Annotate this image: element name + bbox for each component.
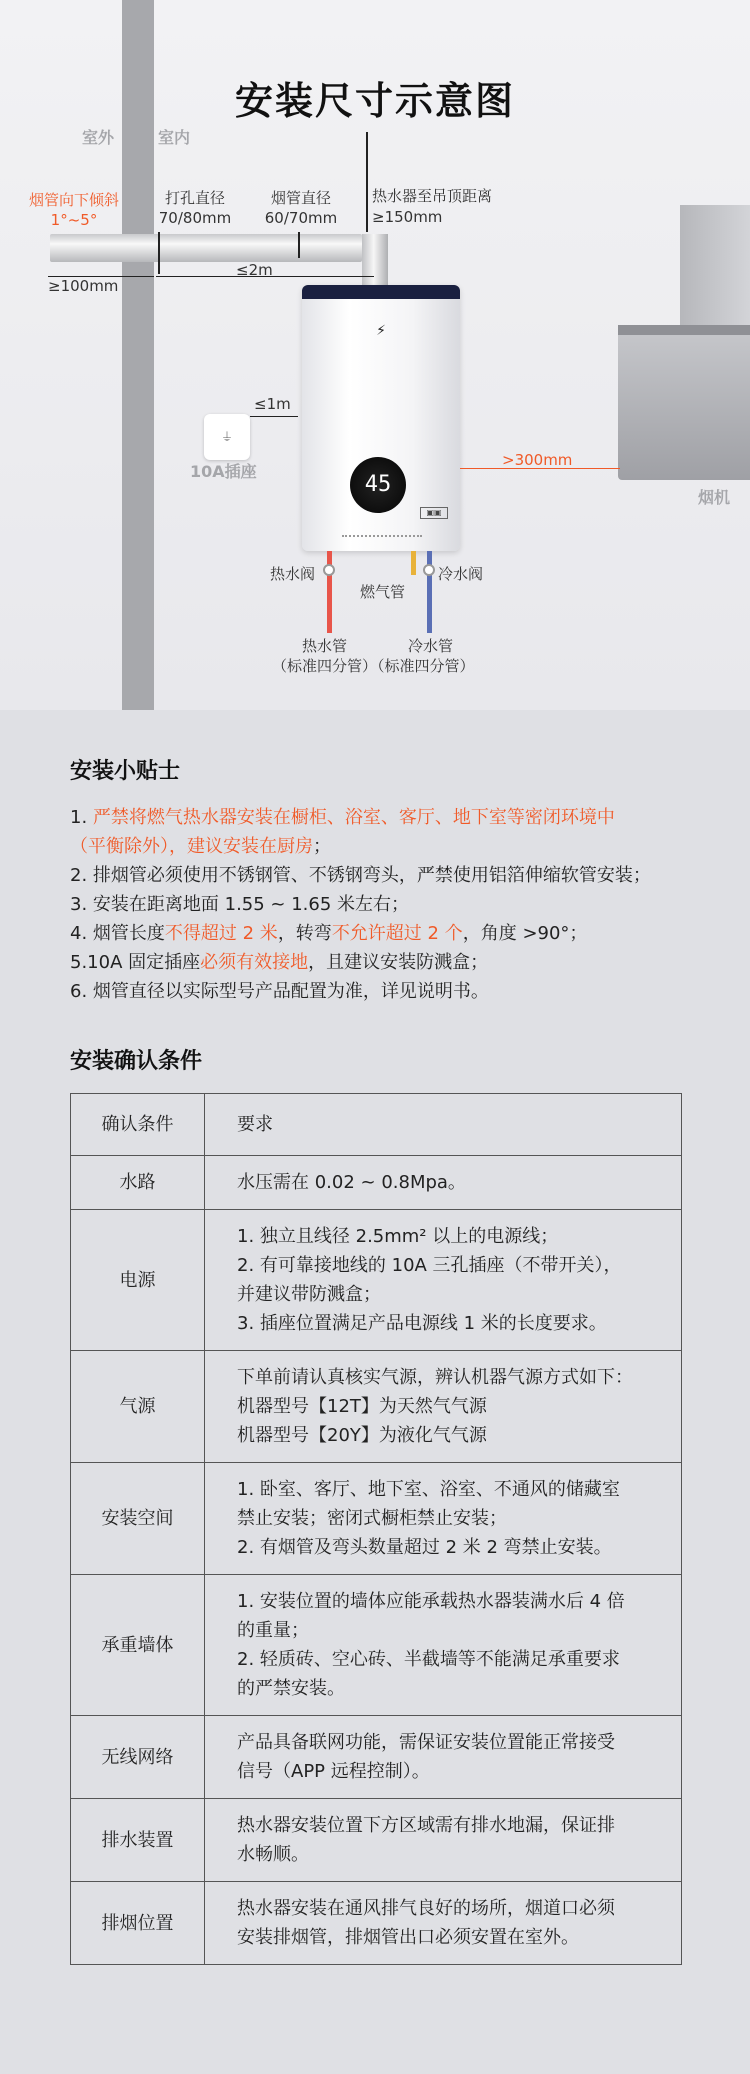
outdoor-label: 室外 [82,128,115,147]
condition-line: 2. 有烟管及弯头数量超过 2 米 2 弯禁止安装。 [237,1537,612,1558]
table-row [71,1575,682,1716]
header-value: 要求 [205,1094,682,1156]
condition-key: 水路 [71,1156,205,1210]
condition-value [205,1882,682,1965]
condition-value [205,1716,682,1799]
tip-highlight: 严禁将燃气热水器安装在橱柜、浴室、客厅、地下室等密闭环境中 [92,807,615,828]
header-key: 确认条件 [71,1094,205,1156]
water-heater [302,285,460,551]
pipe-spec-label: （标准四分管）（标准四分管） [272,657,475,675]
tip-item [70,977,680,1006]
hood-body [618,325,750,480]
pipe-length-value: ≤2m [236,261,273,279]
installation-diagram [0,0,750,710]
indoor-label: 室内 [158,128,191,147]
table-row [71,1210,682,1351]
condition-key: 无线网络 [71,1716,205,1799]
flue-dimension-line [298,232,300,258]
condition-line: 信号（APP 远程控制）。 [237,1761,430,1782]
diagram-title: 安装尺寸示意图 [234,79,515,123]
socket-distance-line [250,416,298,417]
condition-key: 排水装置 [71,1799,205,1882]
tip-item [70,919,680,948]
hot-valve-icon [323,564,335,576]
tip-item [70,890,680,919]
condition-line: 1. 安装位置的墙体应能承载热水器装满水后 4 倍 [237,1591,625,1612]
hood-tower [680,205,750,325]
tip-text: 1. [70,807,93,828]
cold-pipe-label: 冷水管 [408,637,454,655]
tip-highlight: 不允许超过 2 个 [331,923,463,944]
table-row [71,1351,682,1463]
flue-diameter-value: 60/70mm [264,209,338,227]
hood-label: 烟机 [698,488,731,507]
condition-line: 3. 插座位置满足产品电源线 1 米的长度要求。 [237,1313,607,1334]
tip-text: ，且建议安装防溅盒； [308,952,489,973]
condition-line: 并建议带防溅盒； [237,1284,381,1305]
tip-text: ； [313,836,331,857]
condition-line: 水压需在 0.02 ~ 0.8Mpa。 [237,1172,466,1193]
tip-text: 4. 烟管长度 [70,923,165,944]
installation-tips [0,710,750,1006]
range-hood [618,205,750,480]
condition-line: 机器型号【20Y】为液化气气源 [237,1425,487,1446]
condition-line: 机器型号【12T】为天然气气源 [237,1396,487,1417]
tip-item [70,948,680,977]
hole-label: 打孔直径 [164,189,225,207]
hot-valve-label: 热水阀 [270,565,316,583]
cold-valve-icon [423,564,435,576]
socket-icon: ⏚ [221,430,234,444]
tip-highlight: 不得超过 2 米 [164,923,278,944]
condition-value [205,1351,682,1463]
condition-line: 1. 卧室、客厅、地下室、浴室、不通风的储藏室 [237,1479,620,1500]
control-buttons [342,535,422,539]
table-row [71,1882,682,1965]
condition-key: 承重墙体 [71,1575,205,1716]
ceiling-distance-label: 热水器至吊顶距离 [372,187,493,205]
tip-text: 3. 安装在距离地面 1.55 ~ 1.65 米左右； [70,894,410,915]
condition-value [205,1799,682,1882]
condition-line: 热水器安装在通风排气良好的场所，烟道口必须 [237,1898,615,1919]
condition-line: 热水器安装位置下方区域需有排水地漏，保证排 [237,1815,615,1836]
condition-value [205,1575,682,1716]
condition-line: 2. 有可靠接地线的 10A 三孔插座（不带开关）， [237,1255,622,1276]
tip-text: ，角度 >90°； [462,923,588,944]
tip-item [70,861,680,890]
table-row [71,1156,682,1210]
slope-value: 1°~5° [50,211,98,229]
outside-length-value: ≥100mm [48,277,119,295]
hot-pipe-label: 热水管 [302,637,348,655]
temperature-display: 45 [350,457,406,513]
tips-title: 安装小贴士 [70,759,181,784]
tips-list [70,803,680,1006]
conditions-table [70,1093,682,1965]
tip-text: 5.10A 固定插座 [70,952,201,973]
hole-value: 70/80mm [158,209,232,227]
hole-dimension-line [158,232,160,274]
gas-pipe [411,551,416,575]
condition-line: 安装排烟管，排烟管出口必须安置在室外。 [237,1927,579,1948]
hood-distance-value: >300mm [502,451,573,469]
condition-line: 产品具备联网功能，需保证安装位置能正常接受 [237,1732,615,1753]
socket-label: 10A插座 [190,462,257,481]
slope-label: 烟管向下倾斜 [28,191,119,209]
condition-key: 安装空间 [71,1463,205,1575]
flue-pipe [50,234,362,262]
condition-key: 排烟位置 [71,1882,205,1965]
tip-text: 2. 排烟管必须使用不锈钢管、不锈钢弯头，严禁使用铝箔伸缩软管安装； [70,865,651,886]
hood-strip [618,325,750,335]
cold-valve-label: 冷水阀 [438,565,484,583]
tip-highlight: （平衡除外），建议安装在厨房 [70,836,313,857]
tip-highlight: 必须有效接地 [200,952,309,973]
heater-top [302,285,460,299]
flue-elbow [362,234,388,290]
tip-text: 6. 烟管直径以实际型号产品配置为准，详见说明书。 [70,981,489,1002]
ceiling-distance-value: ≥150mm [372,208,443,226]
condition-line: 水畅顺。 [237,1844,309,1865]
table-header-row [71,1094,682,1156]
condition-line: 的重量； [237,1620,309,1641]
condition-line: 2. 轻质砖、空心砖、半截墙等不能满足承重要求 [237,1649,620,1670]
condition-value [205,1210,682,1351]
power-socket [204,414,250,460]
tip-item [70,832,680,861]
condition-key: 电源 [71,1210,205,1351]
condition-line: 1. 独立且线径 2.5mm² 以上的电源线； [237,1226,559,1247]
flue-diameter-label: 烟管直径 [270,189,331,207]
condition-value [205,1156,682,1210]
condition-line: 下单前请认真核实气源，辨认机器气源方式如下： [237,1367,633,1388]
table-row [71,1463,682,1575]
condition-value [205,1463,682,1575]
conditions-title: 安装确认条件 [70,1049,203,1074]
condition-line: 禁止安装；密闭式橱柜禁止安装； [237,1508,507,1529]
condition-line: 的严禁安装。 [237,1678,345,1699]
table-row [71,1716,682,1799]
condition-key: 气源 [71,1351,205,1463]
energy-badge: ▣▣ [420,507,448,519]
installation-conditions [0,1006,750,1965]
brand-logo-icon: ⚡ [376,323,386,339]
gas-valve-label: 燃气管 [360,583,406,601]
socket-distance-value: ≤1m [254,395,291,413]
tip-item [70,803,680,832]
tip-text: ，转弯 [277,923,332,944]
ceiling-dimension-line [366,132,368,232]
table-row [71,1799,682,1882]
